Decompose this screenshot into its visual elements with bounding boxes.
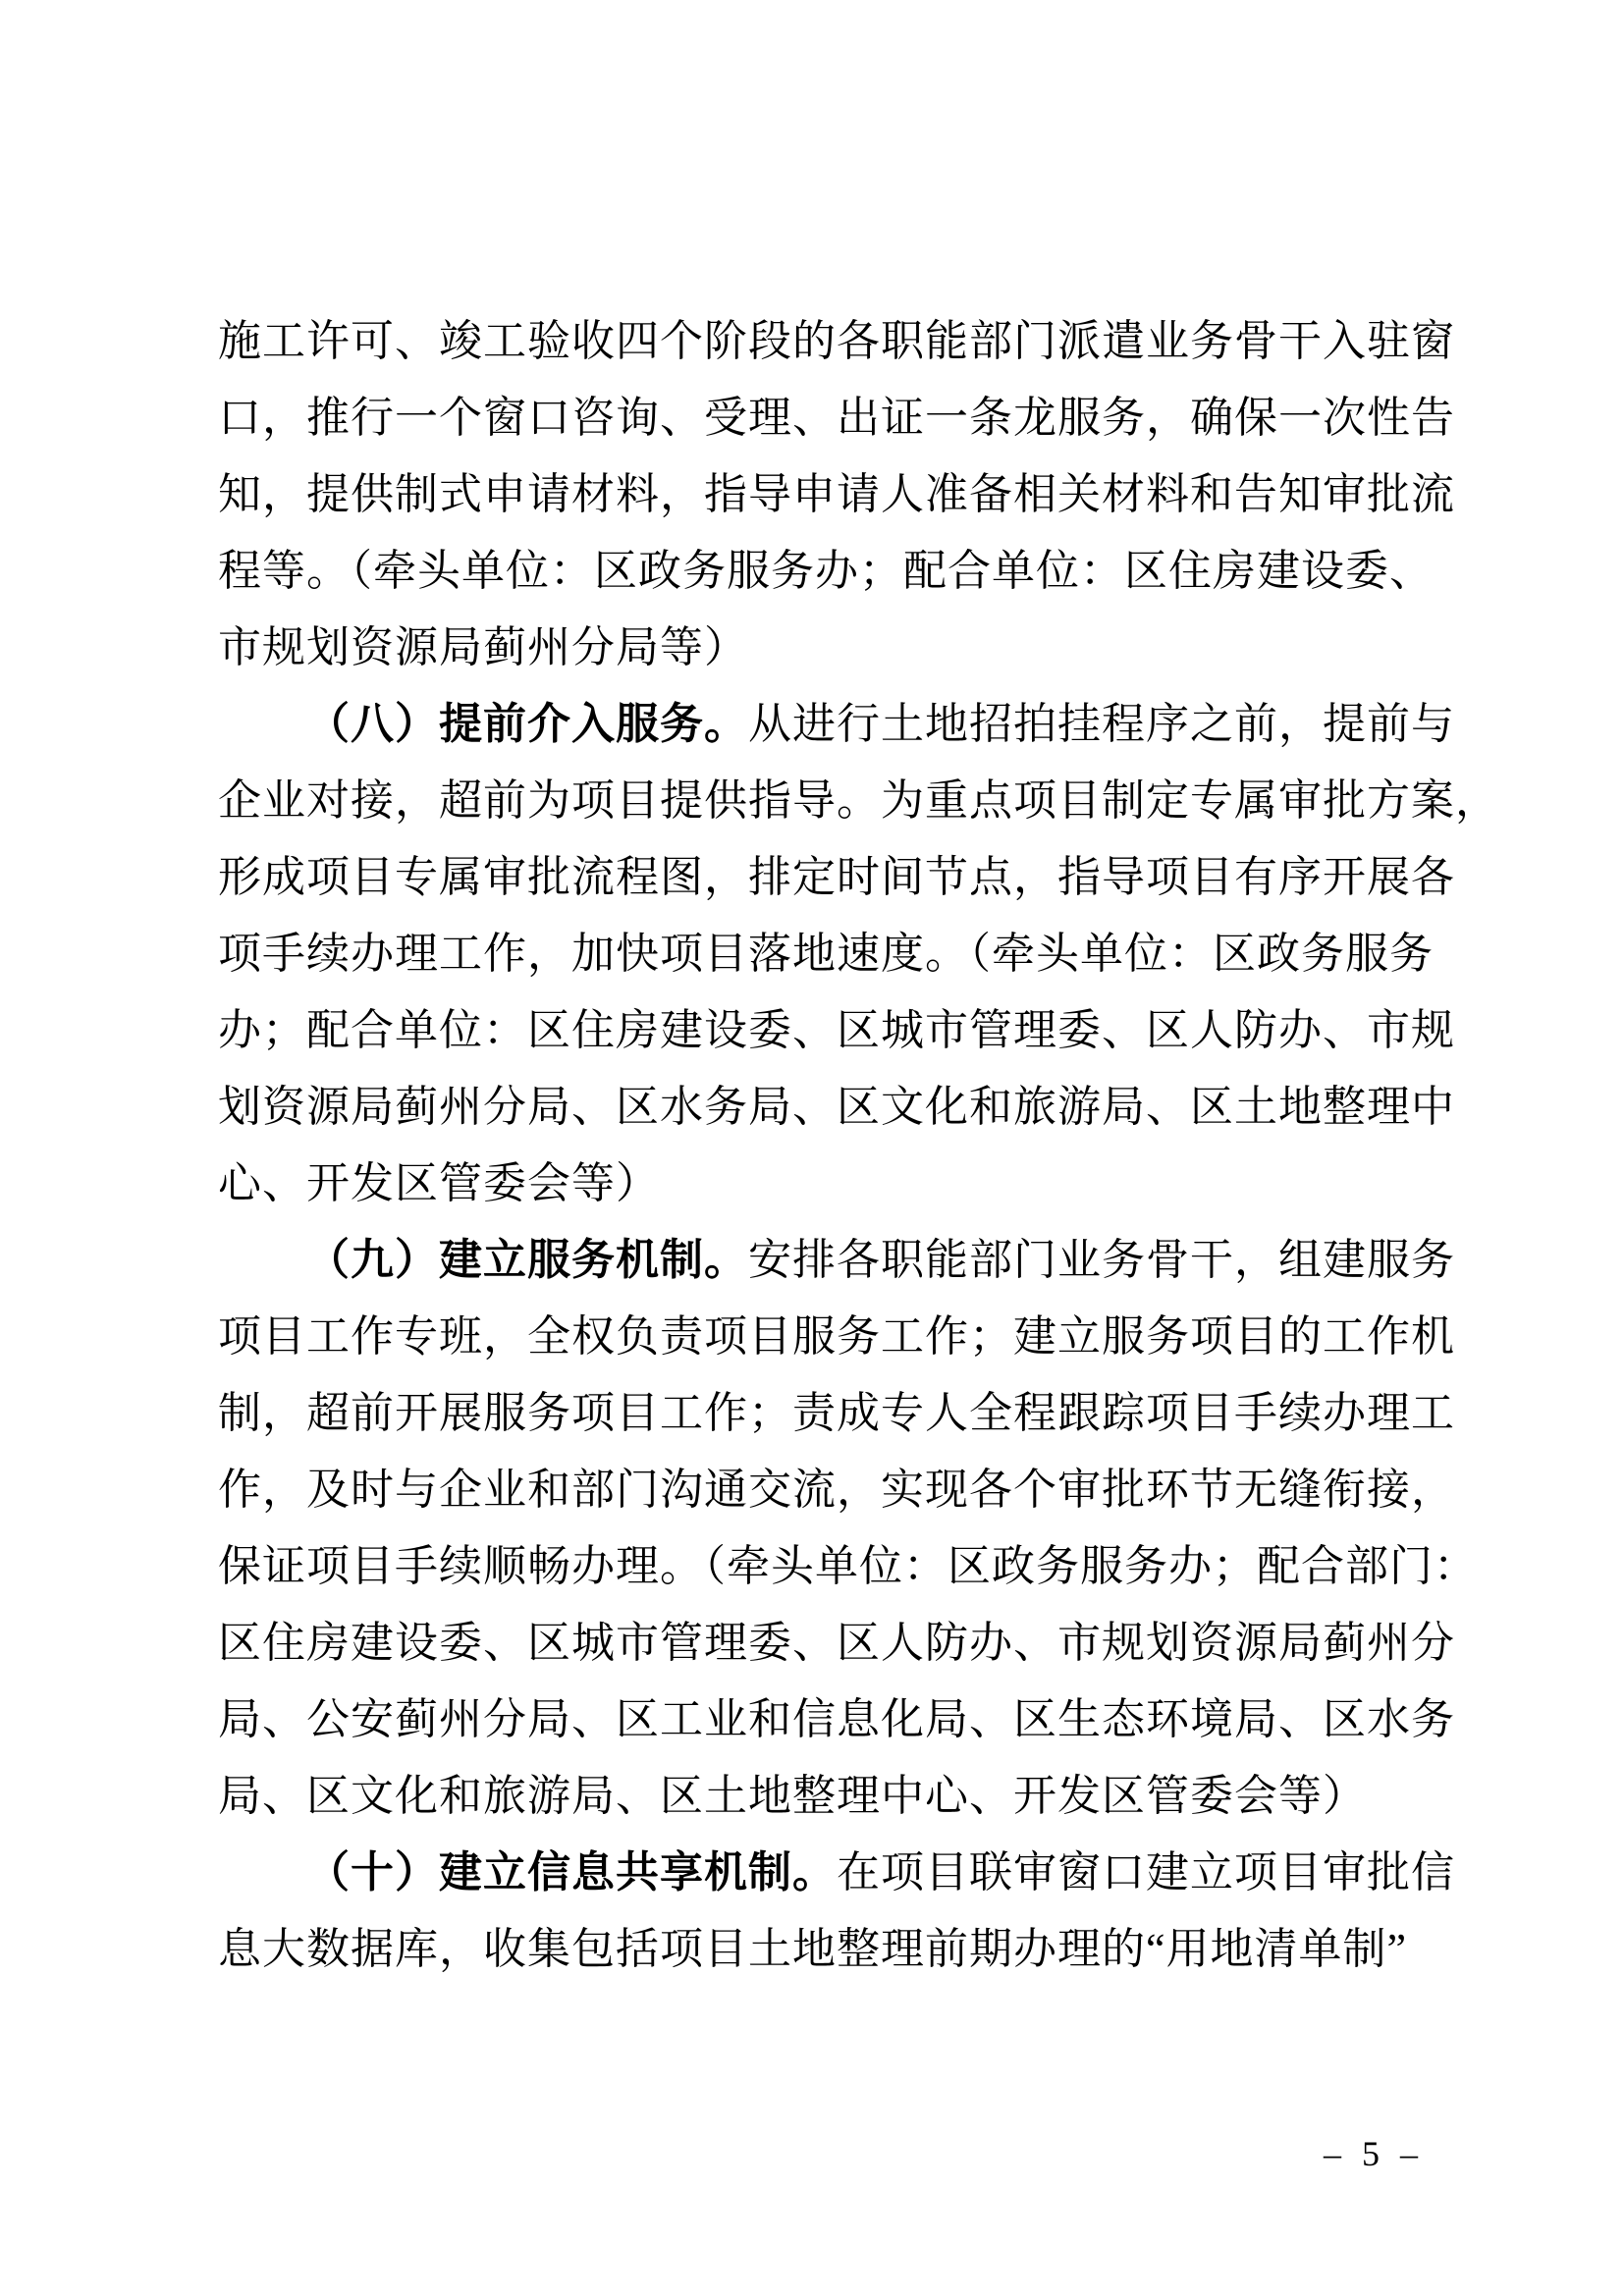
body-text-segment: 程等。（牵头单位：区政务服务办；配合单位：区住房建设委、	[218, 547, 1434, 595]
section-lead-text: （十）建立信息共享机制。	[306, 1848, 837, 1896]
body-text-segment: 项手续办理工作，加快项目落地速度。（牵头单位：区政务服务	[218, 930, 1434, 978]
text-line	[218, 533, 1465, 610]
text-line	[218, 380, 1465, 456]
text-line	[218, 1299, 1465, 1375]
body-text-segment: 区住房建设委、区城市管理委、区人防办、市规划资源局蓟州分	[218, 1619, 1455, 1667]
text-line	[218, 992, 1465, 1069]
body-text-segment: 市规划资源局蓟州分局等）	[218, 623, 748, 671]
body-text	[218, 303, 1499, 1988]
text-line	[218, 1911, 1465, 1988]
body-text-segment: 安排各职能部门业务骨干，组建服务	[748, 1236, 1455, 1284]
body-text-segment: 项目工作专班，全权负责项目服务工作；建立服务项目的工作机	[218, 1312, 1455, 1361]
text-line	[218, 1069, 1465, 1146]
text-line	[218, 1758, 1465, 1835]
body-text-segment: 口，推行一个窗口咨询、受理、出证一条龙服务，确保一次性告	[218, 394, 1455, 442]
section-lead-text: （八）提前介入服务。	[306, 700, 748, 748]
text-line	[218, 1528, 1478, 1605]
body-text-segment: 作，及时与企业和部门沟通交流，实现各个审批环节无缝衔接，	[218, 1466, 1455, 1514]
body-text-segment: 息大数据库，收集包括项目土地整理前期办理的“用地清单制”	[218, 1925, 1408, 1973]
text-line	[218, 1146, 1465, 1222]
text-line	[218, 839, 1465, 916]
body-text-segment: 知，提供制式申请材料，指导申请人准备相关材料和告知审批流	[218, 470, 1455, 518]
body-text-segment: 划资源局蓟州分局、区水务局、区文化和旅游局、区土地整理中	[218, 1083, 1455, 1131]
text-line	[218, 686, 1465, 763]
body-text-segment: 办；配合单位：区住房建设委、区城市管理委、区人防办、市规	[218, 1006, 1455, 1054]
text-line	[218, 1835, 1465, 1911]
text-line	[218, 1605, 1465, 1682]
text-line	[218, 1682, 1465, 1758]
body-text-segment: 从进行土地招拍挂程序之前，提前与	[748, 700, 1455, 748]
text-line	[218, 456, 1465, 533]
body-text-segment: 心、开发区管委会等）	[218, 1159, 660, 1207]
text-line	[218, 1452, 1465, 1528]
text-line	[218, 763, 1499, 839]
body-text-segment: 局、公安蓟州分局、区工业和信息化局、区生态环境局、区水务	[218, 1695, 1455, 1743]
body-text-segment: 形成项目专属审批流程图，排定时间节点，指导项目有序开展各	[218, 853, 1455, 901]
body-text-segment: 在项目联审窗口建立项目审批信	[837, 1848, 1455, 1896]
section-lead-text: （九）建立服务机制。	[306, 1236, 748, 1284]
body-text-segment: 保证项目手续顺畅办理。（牵头单位：区政务服务办；配合部门：	[218, 1542, 1478, 1590]
text-line	[218, 303, 1465, 380]
body-text-segment: 制，超前开展服务项目工作；责成专人全程跟踪项目手续办理工	[218, 1389, 1455, 1437]
body-text-segment: 局、区文化和旅游局、区土地整理中心、开发区管委会等）	[218, 1772, 1367, 1820]
text-line	[218, 916, 1465, 992]
text-line	[218, 1222, 1465, 1299]
text-line	[218, 610, 1465, 686]
body-text-segment: 施工许可、竣工验收四个阶段的各职能部门派遣业务骨干入驻窗	[218, 317, 1455, 365]
body-text-segment: 企业对接，超前为项目提供指导。为重点项目制定专属审批方案，	[218, 776, 1499, 825]
page-number: – 5 –	[1324, 2134, 1424, 2173]
text-line	[218, 1375, 1465, 1452]
